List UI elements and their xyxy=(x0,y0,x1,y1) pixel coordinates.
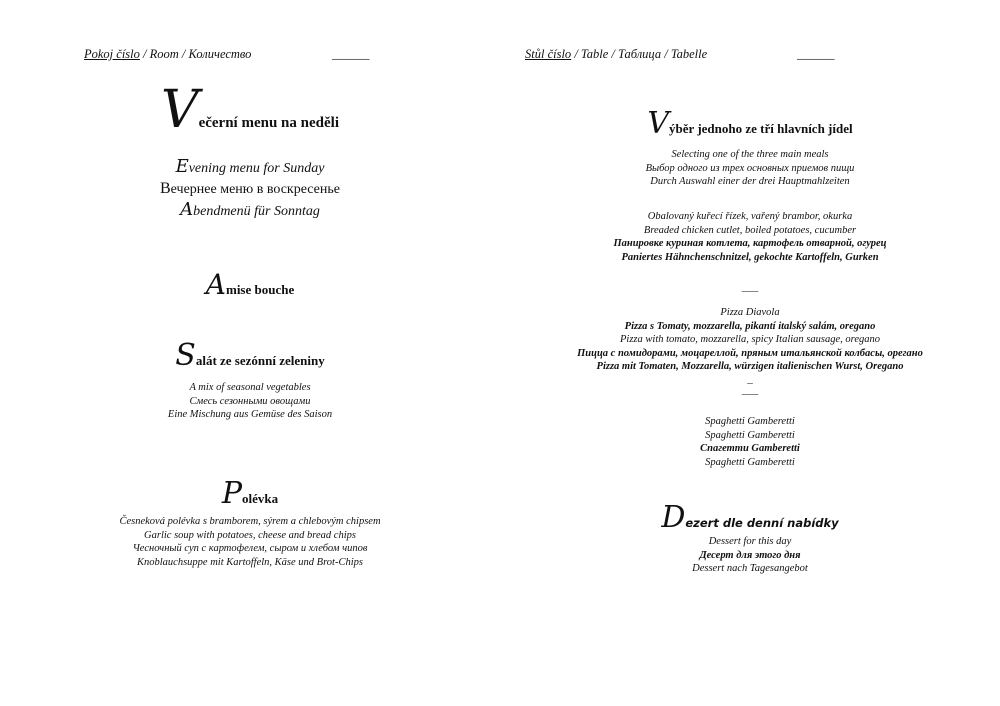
amuse-bouche-heading: Amise bouche xyxy=(205,268,295,301)
room-header: Pokoj číslo / Room / Количество ______ xyxy=(84,47,370,61)
menu-title xyxy=(0,80,500,140)
table-number-blank: ______ xyxy=(797,47,835,61)
option-schnitzel: Obalovaný kuřecí řízek, vařený brambor, okurka Breaded chicken cutlet, boiled potatoes, cucumber Панировке куриная котлета, картофель отварной, огурец Paniertes Hähnchenschnitzel, gekochte Kartoffeln, Gurken xyxy=(613,211,887,263)
subtitle-ru: Bечернее меню в воскресенье xyxy=(160,180,340,197)
option-pizza: Pizza Diavola Pizza s Tomaty, mozzarella, pikantí italský salám, oregano Pizza with tomato, mozzarella, spicy Italian sausage, oregano Пицца с помидорами, моцареллой, пряным итальянской колбасы, орегано Pizza mit Tomaten, Mozzarella, würzigen italienischen Wurst, Oregano xyxy=(577,307,923,373)
dessert-description: Dessert for this day Десерт для этого дня Dessert nach Tagesangebot xyxy=(692,536,808,575)
dessert-heading: Dezert dle denní nabídky xyxy=(661,500,839,535)
table-label-ru: Таблица xyxy=(617,47,662,61)
table-label-en: Table xyxy=(580,47,609,61)
room-number-blank: ______ xyxy=(332,47,370,61)
divider: ___ xyxy=(741,281,759,293)
salad-description: A mix of seasonal vegetables Смесь сезонными овощами Eine Mischung aus Gemüse des Saison xyxy=(167,382,333,421)
divider: ___ xyxy=(741,384,759,396)
main-course-heading: Výběr jednoho ze tří hlavních jídel xyxy=(647,106,853,141)
soup-heading: Polévka xyxy=(221,476,279,511)
subtitle-en: Evening menu for Sunday xyxy=(175,156,325,177)
table-header: Stůl číslo / Table / Таблица / Tabelle ______ xyxy=(525,47,835,61)
right-page xyxy=(500,0,1000,706)
soup-description: Česneková polévka s bramborem, sýrem a chlebovým chipsem Garlic soup with potatoes, cheese and bread chips Чесночный суп с картофелем, сыром и хлебом чипов Knoblauchsuppe mit Kartoffeln, Käse und Brot-Chips xyxy=(119,516,381,568)
room-label-cz: Pokoj číslo xyxy=(84,47,140,61)
main-course-subtitle: Selecting one of the three main meals Выбор одного из трех основных приемов пищи Durch Auswahl einer der drei Hauptmahlzeiten xyxy=(645,149,855,188)
option-spaghetti: Spaghetti Gamberetti Spaghetti Gamberetti Спагетти Gamberetti Spaghetti Gamberetti xyxy=(700,416,800,468)
room-label-en: Room xyxy=(149,47,179,61)
divider: _ xyxy=(747,373,753,385)
table-label-cz: Stůl číslo xyxy=(525,47,572,61)
menu-subtitles xyxy=(0,157,500,222)
table-label-de: Tabelle xyxy=(670,47,708,61)
menu-title-initial: V xyxy=(161,80,199,140)
menu-title-text: ečerní menu na neděli xyxy=(198,115,339,131)
salad-heading: Salát ze sezónní zeleniny xyxy=(175,338,325,373)
room-label-ru: Количество xyxy=(188,47,252,61)
subtitle-de: Abendmenü für Sonntag xyxy=(180,199,320,220)
